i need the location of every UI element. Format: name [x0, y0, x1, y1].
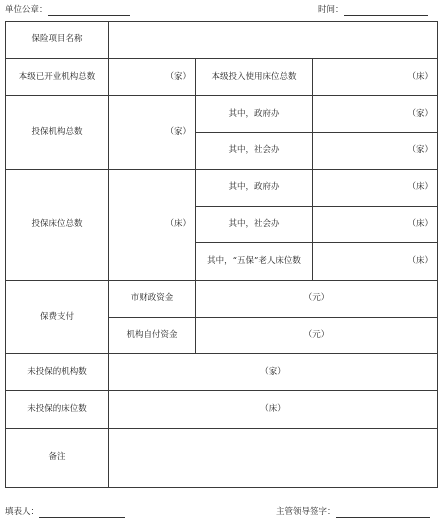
unit-seal-line[interactable]	[48, 6, 130, 16]
opened-orgs-unit[interactable]: （家）	[109, 58, 196, 96]
row-insured-beds-gov	[6, 169, 438, 206]
city-fund-unit[interactable]: （元）	[196, 280, 438, 317]
insured-beds-social-label: 其中，社会办	[196, 206, 313, 243]
leader-signature-line[interactable]	[336, 508, 430, 518]
uninsured-beds-unit[interactable]: （床）	[109, 391, 438, 429]
uninsured-orgs-unit[interactable]: （家）	[109, 354, 438, 391]
insured-beds-social-unit[interactable]: （床）	[313, 206, 438, 243]
row-uninsured-orgs	[6, 354, 438, 391]
insured-beds-wubao-unit[interactable]: （床）	[313, 243, 438, 281]
uninsured-orgs-label: 未投保的机构数	[6, 354, 109, 391]
insured-orgs-social-unit[interactable]: （家）	[313, 133, 438, 170]
leader-signature-field	[276, 506, 430, 518]
remarks-label: 备注	[6, 428, 109, 487]
insured-beds-unit[interactable]: （床）	[109, 169, 196, 280]
row-remarks	[6, 428, 438, 487]
insured-orgs-label: 投保机构总数	[6, 96, 109, 169]
beds-used-unit[interactable]: （床）	[313, 58, 438, 96]
row-uninsured-beds	[6, 391, 438, 429]
time-field	[318, 4, 428, 16]
insured-beds-wubao-label: 其中，“五保”老人床位数	[196, 243, 313, 281]
filler-line[interactable]	[39, 508, 125, 518]
insurance-statistics-table	[5, 21, 438, 488]
insured-beds-label: 投保床位总数	[6, 169, 109, 280]
insured-orgs-gov-unit[interactable]: （家）	[313, 96, 438, 133]
uninsured-beds-label: 未投保的床位数	[6, 391, 109, 429]
row-premium-city-fund	[6, 280, 438, 317]
row-project-name	[6, 22, 438, 59]
project-name-value[interactable]	[109, 22, 438, 59]
remarks-value[interactable]	[109, 428, 438, 487]
row-insured-orgs-gov	[6, 96, 438, 133]
unit-seal-field	[5, 4, 130, 16]
insured-beds-gov-unit[interactable]: （床）	[313, 169, 438, 206]
insured-orgs-social-label: 其中，社会办	[196, 133, 313, 170]
leader-signature-label: 主管领导签字：	[276, 507, 336, 517]
org-fund-unit[interactable]: （元）	[196, 317, 438, 354]
project-name-label: 保险项目名称	[6, 22, 109, 59]
opened-orgs-label: 本级已开业机构总数	[6, 58, 109, 96]
org-fund-label: 机构自付资金	[109, 317, 196, 354]
unit-seal-label: 单位公章：	[5, 5, 48, 15]
insured-orgs-unit[interactable]: （家）	[109, 96, 196, 169]
filler-field	[5, 506, 125, 518]
insured-orgs-gov-label: 其中，政府办	[196, 96, 313, 133]
row-opened-and-beds	[6, 58, 438, 96]
city-fund-label: 市财政资金	[109, 280, 196, 317]
premium-label: 保费支付	[6, 280, 109, 353]
time-label: 时间：	[318, 5, 344, 15]
time-line[interactable]	[344, 6, 428, 16]
filler-label: 填表人：	[5, 507, 40, 517]
beds-used-label: 本级投入使用床位总数	[196, 58, 313, 96]
insured-beds-gov-label: 其中，政府办	[196, 169, 313, 206]
